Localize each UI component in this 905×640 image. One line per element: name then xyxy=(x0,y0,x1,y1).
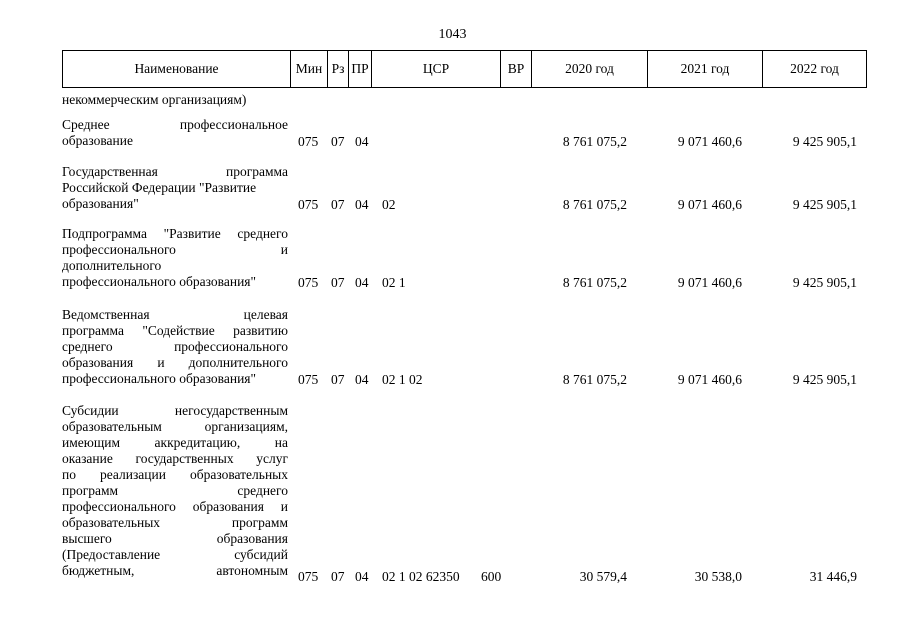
cell-2022: 9 425 905,1 xyxy=(792,197,857,212)
cell-min: 075 xyxy=(298,569,319,584)
row-name-line: образования и дополнительного xyxy=(62,355,288,370)
cell-2020: 30 579,4 xyxy=(579,569,627,584)
row-name-line: Российской Федерации "Развитие xyxy=(62,180,257,195)
row-name-line: образование xyxy=(62,133,133,148)
cell-2022: 9 425 905,1 xyxy=(792,275,857,290)
cell-2020: 8 761 075,2 xyxy=(562,275,627,290)
row-name-line: профессионального образования" xyxy=(62,274,257,289)
cell-csr: 02 1 02 xyxy=(382,372,423,387)
cell-min: 075 xyxy=(298,275,319,290)
row-name-line: имеющим аккредитацию, на xyxy=(62,435,288,450)
cell-2022: 31 446,9 xyxy=(809,569,857,584)
cell-2020: 8 761 075,2 xyxy=(562,134,627,149)
cell-min: 075 xyxy=(298,134,319,149)
header-name: Наименование xyxy=(63,51,291,88)
row-name-line: высшего образования xyxy=(62,531,288,546)
row-name-line: программ среднего xyxy=(62,483,288,498)
row-name xyxy=(62,226,288,290)
cell-rz: 07 xyxy=(331,197,345,212)
cell-2021: 9 071 460,6 xyxy=(677,275,742,290)
cell-rz: 07 xyxy=(331,134,345,149)
row-name-line: среднего профессионального xyxy=(62,339,288,354)
cell-2022: 9 425 905,1 xyxy=(792,134,857,149)
cell-vr: 600 xyxy=(481,569,502,584)
row-name-line: образовательным организациям, xyxy=(62,419,288,434)
cell-2021: 30 538,0 xyxy=(694,569,742,584)
row-name-line: дополнительного xyxy=(62,258,162,273)
cell-2021: 9 071 460,6 xyxy=(677,372,742,387)
cell-min: 075 xyxy=(298,372,319,387)
cell-2021: 9 071 460,6 xyxy=(677,197,742,212)
row-name-line: профессионального и xyxy=(62,242,288,257)
carryover-fragment: некоммерческим организациям) xyxy=(62,92,247,107)
row-name-line: Ведомственная целевая xyxy=(62,307,288,322)
cell-pr: 04 xyxy=(355,134,369,149)
header-2021: 2021 год xyxy=(648,51,763,88)
row-name-line: оказание государственных услуг xyxy=(62,451,288,466)
header-2022: 2022 год xyxy=(763,51,867,88)
page-number: 1043 xyxy=(438,27,467,42)
cell-csr: 02 xyxy=(382,197,396,212)
cell-min: 075 xyxy=(298,197,319,212)
row-name xyxy=(62,307,288,387)
row-name-line: Среднее профессиональное xyxy=(62,117,288,132)
cell-rz: 07 xyxy=(331,275,345,290)
cell-pr: 04 xyxy=(355,569,369,584)
header-vr: ВР xyxy=(501,51,532,88)
row-name-line: программа "Содействие развитию xyxy=(62,323,288,338)
cell-csr: 02 1 02 62350 xyxy=(382,569,460,584)
row-name-line: (Предоставление субсидий xyxy=(62,547,288,562)
header-csr: ЦСР xyxy=(372,51,501,88)
header-rz: Рз xyxy=(328,51,349,88)
row-name-line: Подпрограмма "Развитие среднего xyxy=(62,226,288,241)
row-name-line: Субсидии негосударственным xyxy=(62,403,288,418)
row-name-line: по реализации образовательных xyxy=(62,467,288,482)
row-name-line: образовательных программ xyxy=(62,515,288,530)
cell-pr: 04 xyxy=(355,372,369,387)
row-name-line: бюджетным, автономным xyxy=(62,563,288,578)
header-pr: ПР xyxy=(349,51,372,88)
header-min: Мин xyxy=(291,51,328,88)
cell-rz: 07 xyxy=(331,372,345,387)
row-name-line: образования" xyxy=(62,196,139,211)
row-name xyxy=(62,164,288,212)
row-name-line: профессионального образования" xyxy=(62,371,257,386)
cell-2022: 9 425 905,1 xyxy=(792,372,857,387)
cell-2020: 8 761 075,2 xyxy=(562,197,627,212)
row-name xyxy=(62,403,288,579)
cell-2020: 8 761 075,2 xyxy=(562,372,627,387)
cell-rz: 07 xyxy=(331,569,345,584)
header-2020: 2020 год xyxy=(532,51,648,88)
row-name xyxy=(62,117,288,149)
table-header xyxy=(62,50,867,88)
cell-pr: 04 xyxy=(355,197,369,212)
row-name-line: Государственная программа xyxy=(62,164,288,179)
row-name-line: профессионального образования и xyxy=(62,499,288,514)
cell-csr: 02 1 xyxy=(382,275,406,290)
cell-pr: 04 xyxy=(355,275,369,290)
cell-2021: 9 071 460,6 xyxy=(677,134,742,149)
